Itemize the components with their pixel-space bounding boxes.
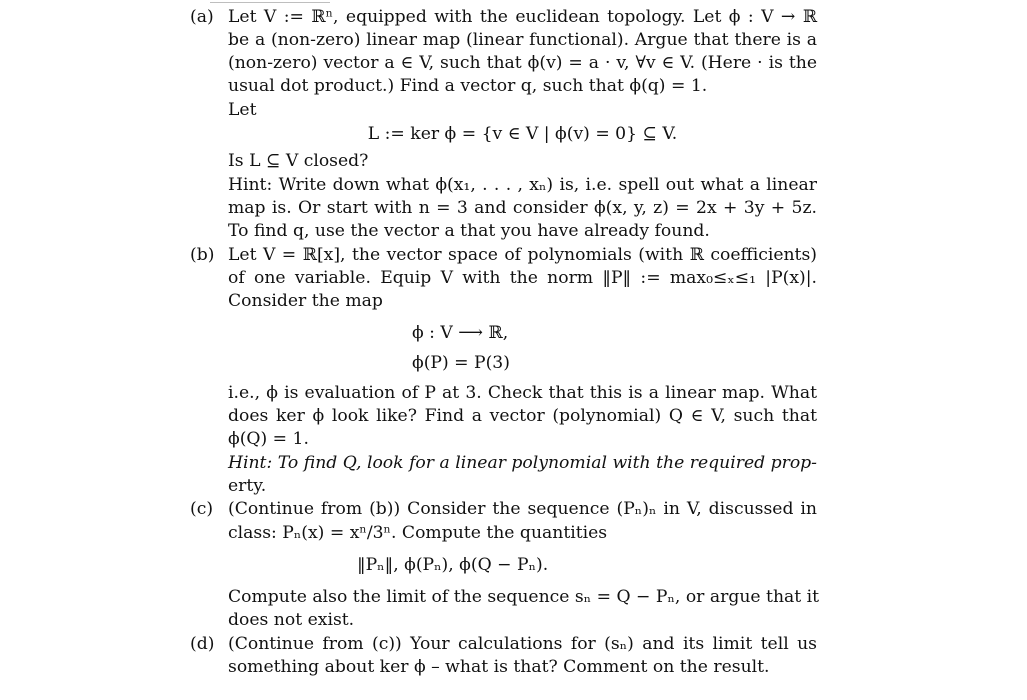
item-a-label: (a): [190, 7, 214, 27]
item-a-hint-2: map is. Or start with n = 3 and consider ϕ(x, y, z) = 2x + 3y + 5z.: [228, 198, 817, 218]
item-a-line-5: Let: [228, 100, 257, 120]
item-a-line-1: Let V := ℝⁿ, equipped with the euclidean topology. Let ϕ : V → ℝ: [228, 7, 817, 27]
item-b-hint-1: Hint: To find Q, look for a linear polynomial with the required prop-: [228, 453, 817, 473]
item-a-line-2: be a (non-zero) linear map (linear functional). Argue that there is a: [228, 30, 817, 50]
item-b-hint-2: erty.: [228, 476, 267, 496]
item-a-hint-3: To find q, use the vector a that you have already found.: [228, 221, 710, 241]
item-a-line-3: (non-zero) vector a ∈ V, such that ϕ(v) = a · v, ∀v ∈ V. (Here · is the: [228, 53, 817, 73]
item-d-line-1: (Continue from (c)) Your calculations for (sₙ) and its limit tell us: [228, 634, 817, 654]
item-b-line-3: Consider the map: [228, 291, 383, 311]
item-b-after-2: does ker ϕ look like? Find a vector (polynomial) Q ∈ V, such that: [228, 406, 817, 426]
item-b-display-1: ϕ : V ⟶ ℝ,: [412, 323, 509, 343]
item-a-hint-1: Hint: Write down what ϕ(x₁, . . . , xₙ) is, i.e. spell out what a linear: [228, 175, 817, 195]
item-a-question: Is L ⊆ V closed?: [228, 151, 369, 171]
item-d-line-2: something about ker ϕ – what is that? Comment on the result.: [228, 657, 770, 677]
item-a-display-eq: L := ker ϕ = {v ∈ V | ϕ(v) = 0} ⊆ V.: [367, 124, 678, 144]
item-c-line-2: class: Pₙ(x) = xⁿ/3ⁿ. Compute the quantities: [228, 523, 608, 543]
item-d-label: (d): [190, 634, 215, 654]
item-b-line-2: of one variable. Equip V with the norm ‖P‖ := max₀≤ₓ≤₁ |P(x)|.: [228, 268, 817, 288]
top-cut-edge: [210, 0, 330, 3]
item-c-label: (c): [190, 499, 214, 519]
item-b-after-1: i.e., ϕ is evaluation of P at 3. Check that this is a linear map. What: [228, 383, 817, 403]
item-b-after-3: ϕ(Q) = 1.: [228, 429, 309, 449]
item-c-line-1: (Continue from (b)) Consider the sequence (Pₙ)ₙ in V, discussed in: [228, 499, 817, 519]
item-a-line-4: usual dot product.) Find a vector q, such that ϕ(q) = 1.: [228, 76, 708, 96]
item-b-line-1: Let V = ℝ[x], the vector space of polynomials (with ℝ coefficients): [228, 245, 817, 265]
item-c-after-2: does not exist.: [228, 610, 355, 630]
item-c-after-1: Compute also the limit of the sequence sₙ = Q − Pₙ, or argue that it: [228, 587, 820, 607]
item-b-display-2: ϕ(P) = P(3): [412, 353, 510, 373]
item-c-display: ‖Pₙ‖, ϕ(Pₙ), ϕ(Q − Pₙ).: [357, 555, 549, 575]
item-b-label: (b): [190, 245, 215, 265]
